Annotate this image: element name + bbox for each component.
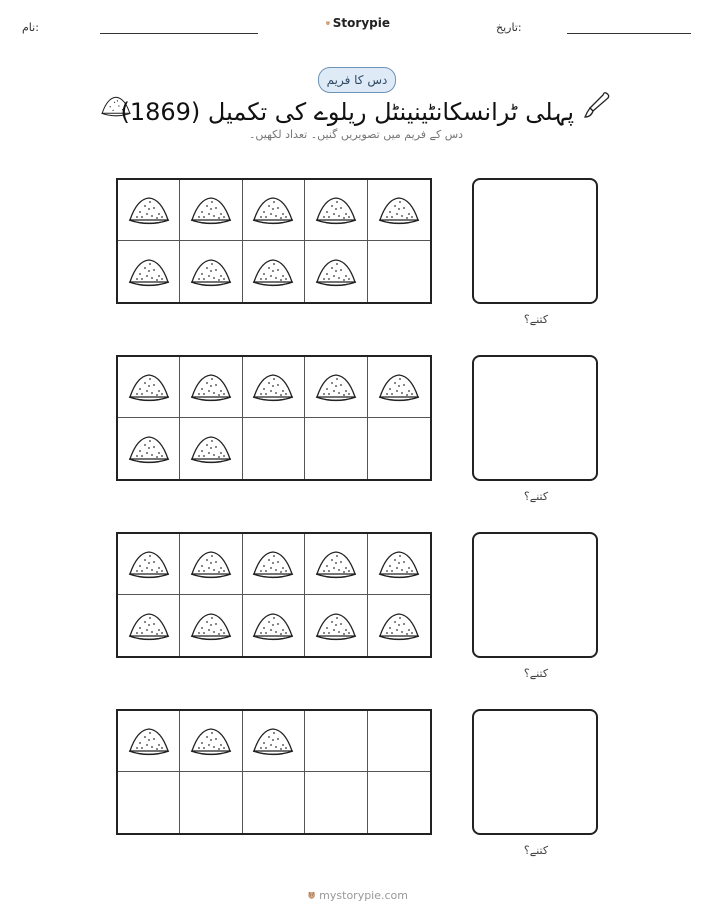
frame-cell [368,711,430,772]
footer-url[interactable]: mystorypie.com [319,888,408,902]
frame-cell [118,772,180,833]
sand-pile-icon [377,194,421,226]
name-label: نام: [22,21,39,34]
frame-cell [180,595,242,656]
frame-cell [305,418,367,479]
frame-cell [368,772,430,833]
frame-cell [180,534,242,595]
ten-frame-4 [116,709,432,835]
frame-cell [118,357,180,418]
ten-frame-badge: دس کا فریم [318,67,396,93]
frame-cell [180,357,242,418]
count-prompt-1: کتنے؟ [523,313,549,326]
worksheet-title: پہلی ٹرانسکانٹینینٹل ریلوے کی تکمیل (1869) [120,98,574,126]
frame-cell [180,241,242,302]
sand-pile-icon [314,194,358,226]
sand-pile-icon [189,548,233,580]
frame-cell [118,595,180,656]
frame-cell [305,357,367,418]
sand-pile-icon [127,610,171,642]
frame-cell [118,180,180,241]
sand-pile-icon [377,371,421,403]
logo-text: Storypie [332,16,390,30]
sand-pile-icon [377,548,421,580]
sand-pile-icon [189,433,233,465]
frame-cell [305,595,367,656]
sand-pile-icon [377,610,421,642]
frame-cell [180,180,242,241]
frame-cell [243,595,305,656]
frame-cell [368,180,430,241]
frame-cell [368,418,430,479]
count-prompt-3: کتنے؟ [523,667,549,680]
frame-cell [243,357,305,418]
sand-pile-icon [251,371,295,403]
frame-cell [243,180,305,241]
count-prompt-2: کتنے؟ [523,490,549,503]
sand-pile-icon [314,610,358,642]
frame-cell [368,534,430,595]
count-prompt-4: کتنے؟ [523,844,549,857]
bear-logo-icon [326,16,330,30]
ten-frame-3 [116,532,432,658]
frame-cell [243,418,305,479]
frame-cell [305,180,367,241]
sand-pile-icon [251,548,295,580]
sand-pile-icon [314,371,358,403]
frame-cell [305,772,367,833]
frame-cell [180,772,242,833]
sand-pile-icon [127,433,171,465]
date-label: تاریخ: [496,21,522,34]
sand-pile-icon [189,610,233,642]
frame-cell [180,418,242,479]
sand-pile-icon [127,194,171,226]
sand-pile-icon [189,256,233,288]
answer-box-2[interactable] [472,355,598,481]
sand-pile-icon [127,256,171,288]
frame-cell [368,357,430,418]
frame-cell [368,241,430,302]
frame-cell [118,534,180,595]
sand-pile-icon [314,256,358,288]
frame-cell [118,418,180,479]
footer [308,886,408,904]
sand-pile-icon [127,548,171,580]
paintbrush-icon [582,90,612,120]
frame-cell [243,534,305,595]
answer-box-3[interactable] [472,532,598,658]
frame-cell [180,711,242,772]
frame-cell [305,534,367,595]
answer-box-4[interactable] [472,709,598,835]
frame-cell [243,241,305,302]
frame-cell [368,595,430,656]
sand-pile-icon [251,256,295,288]
sand-pile-icon [251,194,295,226]
answer-box-1[interactable] [472,178,598,304]
name-line[interactable] [100,33,258,34]
sand-pile-icon [251,610,295,642]
sand-pile-icon [314,548,358,580]
instructions-subtitle: دس کے فریم میں تصویریں گنیں۔ تعداد لکھیں۔ [248,128,464,141]
sand-pile-icon [189,725,233,757]
frame-cell [243,772,305,833]
storypie-logo [326,14,390,32]
sand-pile-icon [189,194,233,226]
bear-logo-icon [308,887,315,903]
date-line[interactable] [567,33,691,34]
frame-cell [243,711,305,772]
sand-pile-icon [127,725,171,757]
sand-pile-icon [189,371,233,403]
frame-cell [305,711,367,772]
ten-frame-2 [116,355,432,481]
frame-cell [118,241,180,302]
frame-cell [305,241,367,302]
sand-pile-icon [127,371,171,403]
sand-pile-icon [251,725,295,757]
frame-cell [118,711,180,772]
ten-frame-1 [116,178,432,304]
